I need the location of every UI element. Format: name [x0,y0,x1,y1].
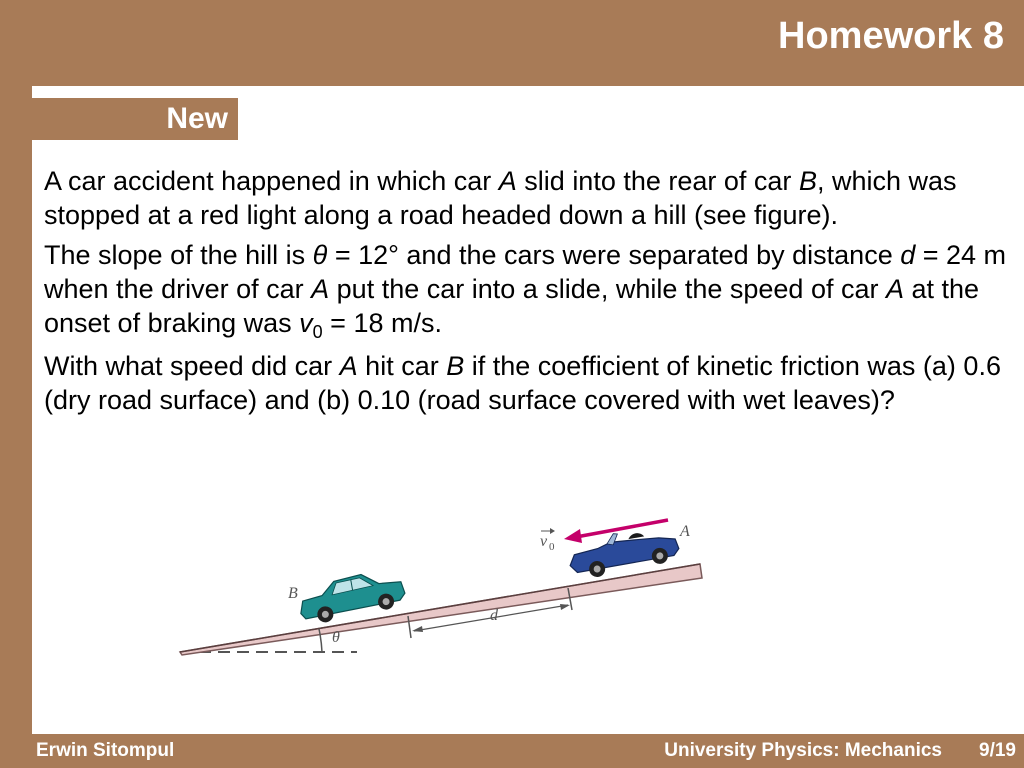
slide-title: Homework 8 [778,15,1004,57]
v-symbol: v [299,308,313,338]
velocity-arrow-line [576,520,668,537]
problem-text [44,164,1019,423]
theta-symbol: θ [312,240,328,270]
velocity-vector-bar-head [550,528,555,534]
car-b-label: B [798,166,817,196]
theta-label: θ [332,629,340,646]
hill-figure [172,512,712,662]
problem-text-span: if the coefficient of kinetic friction was (a) 0.6 (dry road surface) and (b) 0.10 (road surface covered with wet leaves)? [44,351,1001,415]
problem-text-span: With what speed did car [44,351,340,381]
problem-text-span: = 18 m/s. [322,308,442,338]
problem-paragraph-1 [44,164,1019,232]
problem-text-span: slid into the rear of car [516,166,799,196]
car-b-figure-label: B [288,585,298,602]
car-a-label: A [498,166,517,196]
car-a-label: A [885,274,904,304]
distance-arrowhead-right [560,604,570,610]
problem-text-span: A car accident happened in which car [44,166,499,196]
problem-paragraph-2 [44,238,1019,343]
problem-text-span: hit car [357,351,447,381]
problem-text-span: at the onset of braking was [44,274,980,338]
distance-arrowhead-left [412,626,423,632]
car-a-label: A [339,351,358,381]
problem-text-span: put the car into a slide, while the speed of car [329,274,886,304]
footer-author: Erwin Sitompul [36,740,175,761]
velocity-arrowhead [564,529,582,543]
footer-course: University Physics: Mechanics [664,740,942,761]
v-subscript: 0 [312,322,323,342]
new-badge: New [32,98,238,140]
problem-text-span: The slope of the hill is [44,240,313,270]
problem-paragraph-3 [44,349,1019,417]
problem-text-span: , which was stopped at a red light along a road headed down a hill (see figure). [44,166,957,230]
velocity-label: v [540,533,548,550]
page-number: 9/19 [979,740,1016,761]
car-a-label: A [311,274,330,304]
velocity-subscript: 0 [549,541,555,553]
footer [0,734,1024,768]
problem-text-span: = 24 m when the driver of car [44,240,1007,304]
distance-label: d [490,607,498,624]
d-symbol: d [900,240,916,270]
road-top-edge [180,564,700,652]
car-a-figure-label: A [680,523,690,540]
car-b-label: B [446,351,465,381]
problem-text-span: = 12° and the cars were separated by distance [327,240,901,270]
